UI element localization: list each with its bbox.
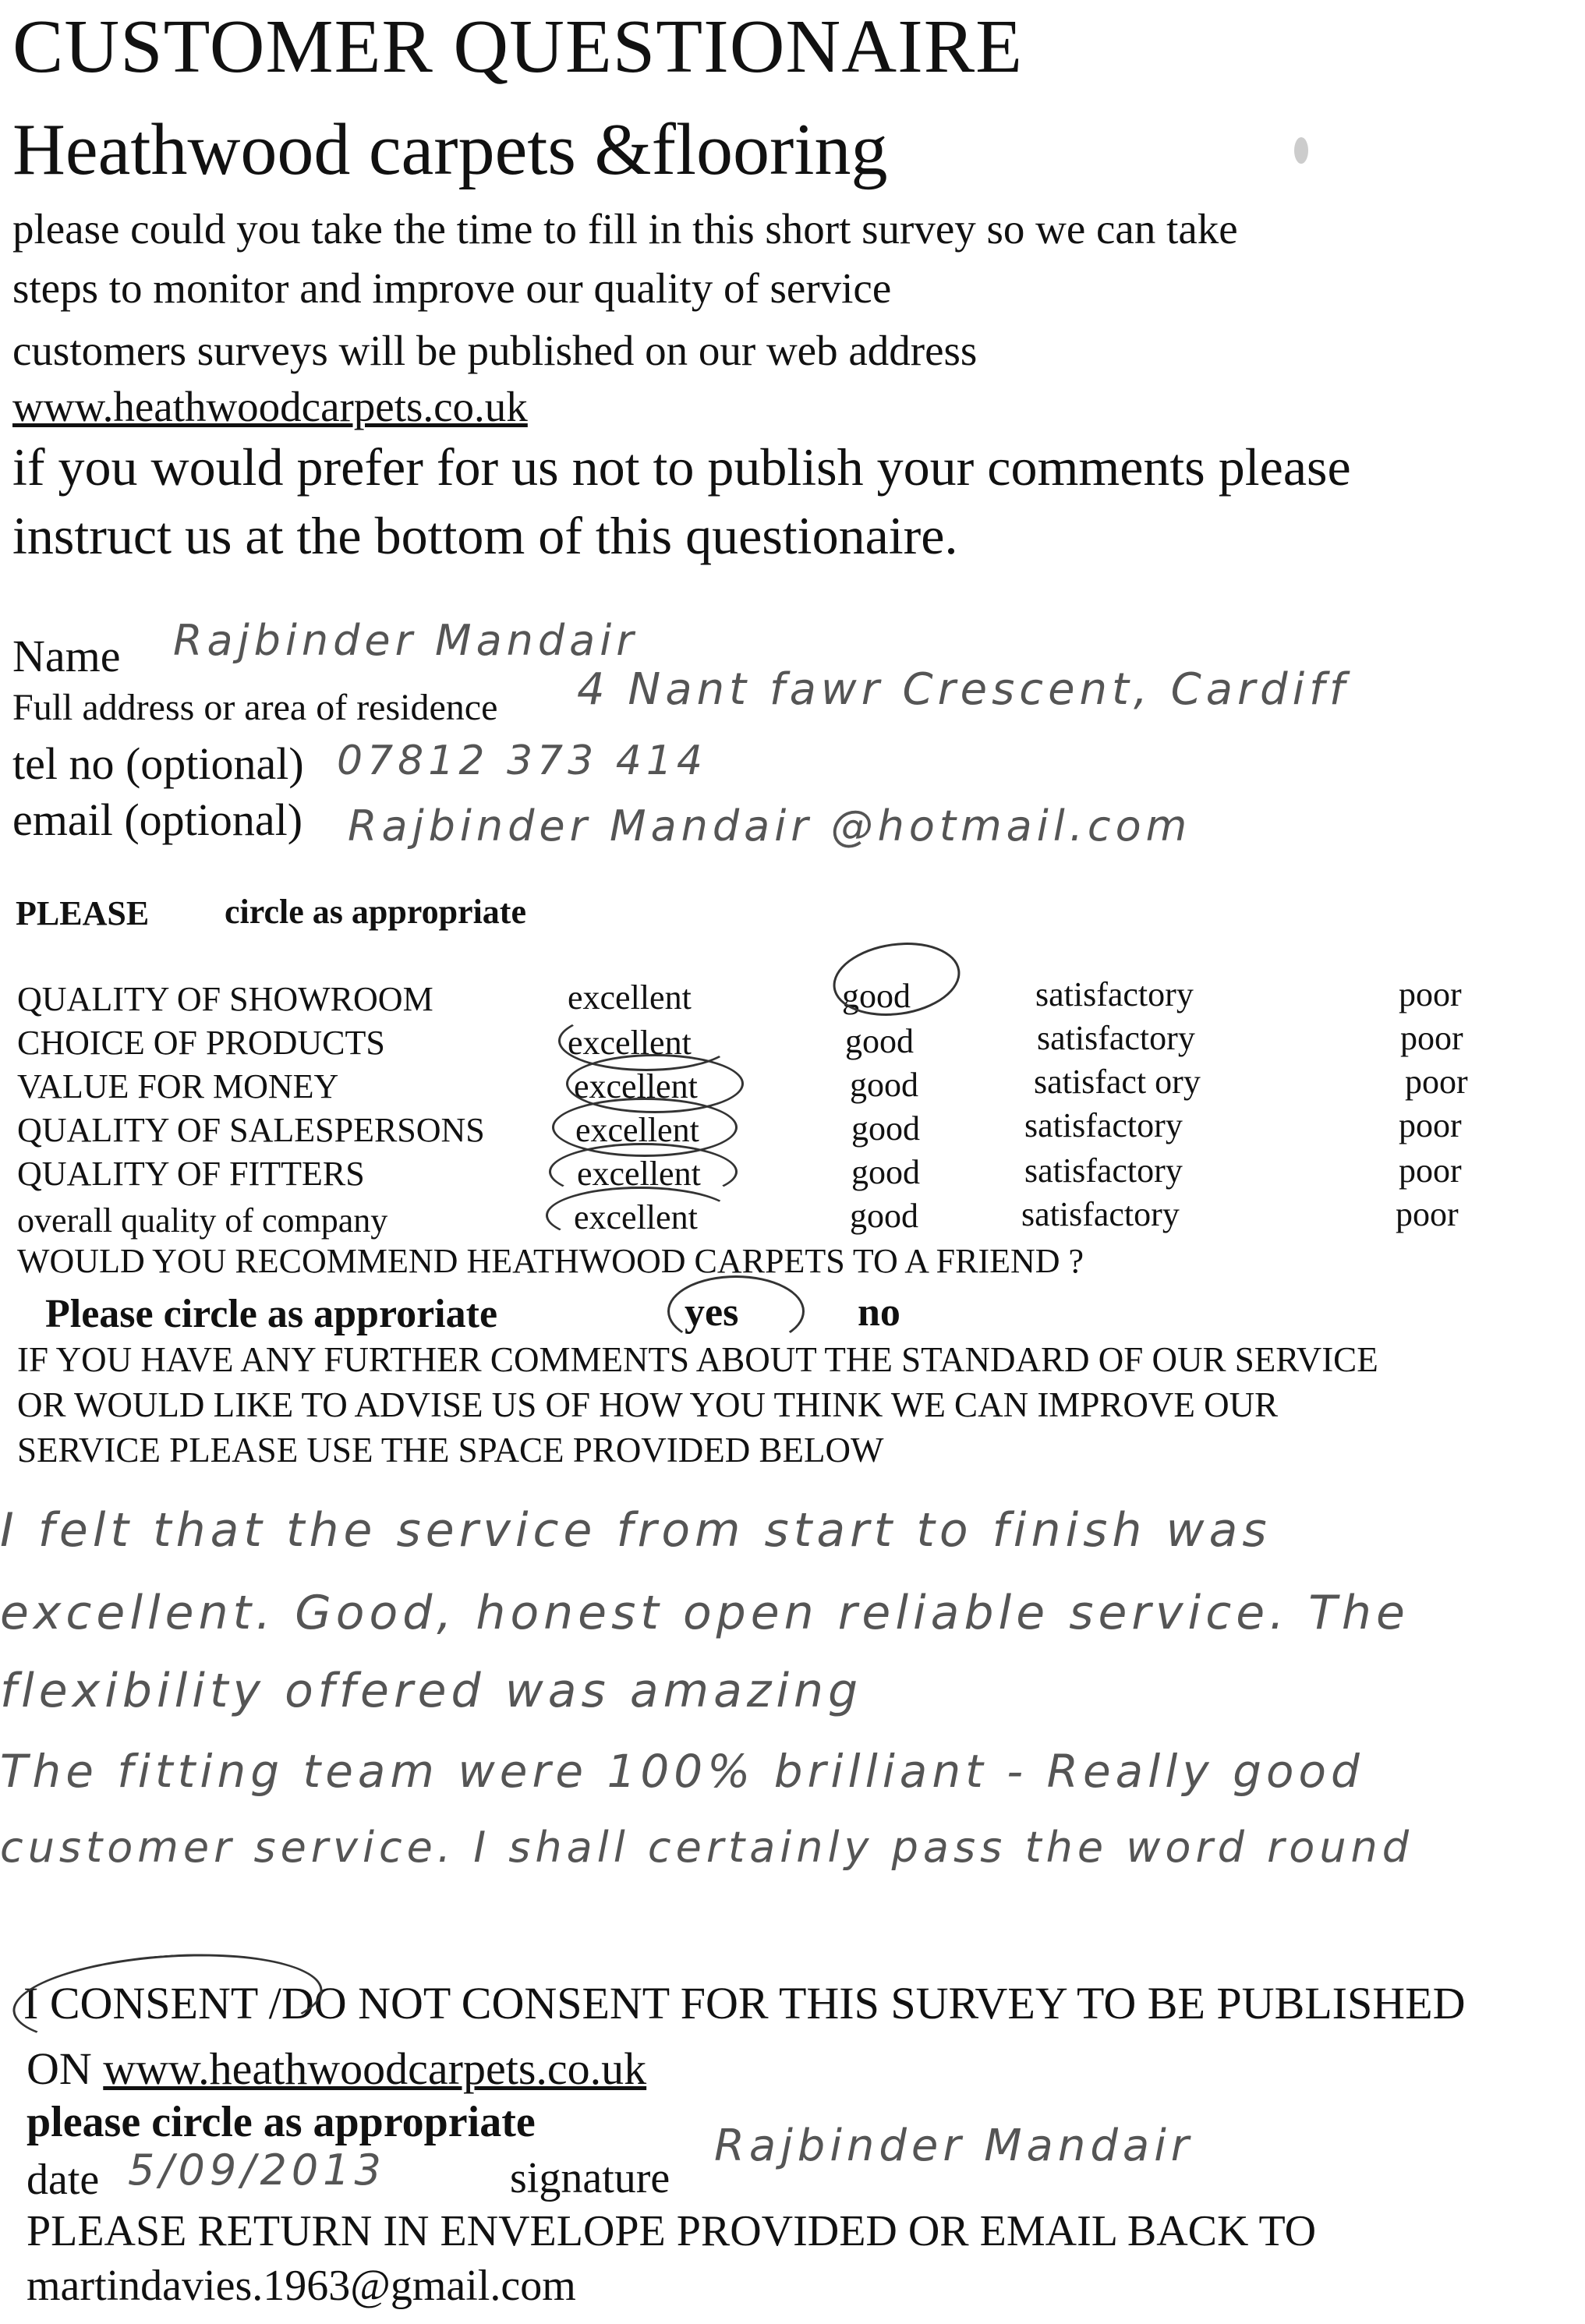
option-poor[interactable]: poor — [1405, 1063, 1468, 1101]
intro-line-3: customers surveys will be published on our web address — [12, 327, 978, 374]
publish-note-line-2: instruct us at the bottom of this questionaire. — [12, 506, 958, 565]
option-poor[interactable]: poor — [1399, 1151, 1462, 1190]
intro-line-1: please could you take the time to fill in this short survey so we can take — [12, 205, 1238, 253]
name-value[interactable]: Rajbinder Mandair — [173, 616, 639, 665]
rating-label: QUALITY OF SHOWROOM — [17, 980, 433, 1018]
rating-label: QUALITY OF SALESPERSONS — [17, 1111, 485, 1149]
handwritten-comment-line-3[interactable]: flexibility offered was amazing — [0, 1664, 863, 1718]
do-not-consent-option[interactable]: DO NOT CONSENT FOR THIS SURVEY TO BE PUBLISHED — [281, 1978, 1466, 2029]
option-good[interactable]: good — [851, 1153, 920, 1191]
rating-label: CHOICE OF PRODUCTS — [17, 1024, 385, 1062]
option-excellent[interactable]: excellent — [577, 1155, 701, 1193]
option-satisfactory[interactable]: satisfact ory — [1034, 1063, 1201, 1101]
selection-circle — [9, 1944, 325, 2056]
option-good[interactable]: good — [850, 1197, 918, 1235]
rating-instruction: circle as appropriate — [225, 893, 526, 931]
option-poor[interactable]: poor — [1399, 975, 1462, 1013]
option-excellent[interactable]: excellent — [574, 1067, 698, 1105]
consent-option[interactable]: I CONSENT — [23, 1978, 258, 2029]
tel-value[interactable]: 07812 373 414 — [337, 738, 707, 784]
tel-label: tel no (optional) — [12, 738, 304, 789]
return-instruction: PLEASE RETURN IN ENVELOPE PROVIDED OR EMAIL BACK TO — [27, 2207, 1317, 2255]
option-satisfactory[interactable]: satisfactory — [1035, 975, 1194, 1013]
consent-separator: / — [257, 1978, 281, 2029]
handwritten-comment-line-2[interactable]: excellent. Good, honest open reliable service. The — [0, 1586, 1410, 1640]
option-satisfactory[interactable]: satisfactory — [1021, 1195, 1180, 1233]
handwritten-comment-line-5[interactable]: customer service. I shall certainly pass the word round — [0, 1823, 1414, 1872]
consent-instruction: please circle as appropriate — [27, 2098, 536, 2146]
recommend-yes-option[interactable]: yes — [685, 1290, 739, 1335]
option-excellent[interactable]: excellent — [568, 1024, 692, 1062]
address-label: Full address or area of residence — [12, 687, 498, 728]
on-label: ON — [27, 2043, 104, 2094]
date-label: date — [27, 2156, 100, 2204]
consent-website-link[interactable]: www.heathwoodcarpets.co.uk — [103, 2043, 647, 2094]
option-poor[interactable]: poor — [1396, 1195, 1459, 1233]
option-satisfactory[interactable]: satisfactory — [1024, 1106, 1183, 1144]
return-email[interactable]: martindavies.1963@gmail.com — [27, 2262, 576, 2310]
recommend-question: WOULD YOU RECOMMEND HEATHWOOD CARPETS TO A FRIEND ? — [17, 1242, 1084, 1280]
option-excellent[interactable]: excellent — [575, 1111, 699, 1149]
recommend-instruction: Please circle as approriate — [45, 1292, 498, 1336]
rating-label: overall quality of company — [17, 1201, 388, 1240]
signature-value[interactable]: Rajbinder Mandair — [714, 2121, 1194, 2171]
company-name: Heathwood carpets &flooring — [12, 109, 888, 190]
option-good[interactable]: good — [850, 1066, 918, 1104]
please-label: PLEASE — [16, 894, 150, 932]
rating-label: QUALITY OF FITTERS — [17, 1155, 365, 1193]
option-good[interactable]: good — [851, 1109, 920, 1148]
option-satisfactory[interactable]: satisfactory — [1024, 1151, 1183, 1190]
smudge-mark — [1294, 137, 1308, 164]
option-satisfactory[interactable]: satisfactory — [1037, 1019, 1195, 1057]
publish-note-line-1: if you would prefer for us not to publish your comments please — [12, 437, 1351, 497]
selection-circle — [667, 1275, 805, 1347]
address-value[interactable]: 4 Nant fawr Crescent, Cardiff — [577, 664, 1350, 715]
option-excellent[interactable]: excellent — [574, 1198, 698, 1236]
email-value[interactable]: Rajbinder Mandair @hotmail.com — [348, 801, 1192, 851]
consent-website-line — [27, 2043, 646, 2095]
selection-circle — [546, 1187, 734, 1244]
signature-label: signature — [510, 2154, 670, 2202]
option-good[interactable]: good — [845, 1022, 914, 1060]
recommend-no-option[interactable]: no — [858, 1290, 900, 1335]
rating-label: VALUE FOR MONEY — [17, 1067, 339, 1105]
option-good[interactable]: good — [842, 977, 911, 1015]
form-title: CUSTOMER QUESTIONAIRE — [12, 5, 1023, 89]
comments-prompt-line-3: SERVICE PLEASE USE THE SPACE PROVIDED BELOW — [17, 1431, 884, 1470]
website-link[interactable]: www.heathwoodcarpets.co.uk — [12, 383, 528, 430]
handwritten-comment-line-1[interactable]: I felt that the service from start to finish was — [0, 1503, 1272, 1558]
date-value[interactable]: 5/09/2013 — [128, 2145, 386, 2195]
option-poor[interactable]: poor — [1399, 1106, 1462, 1144]
handwritten-comment-line-4[interactable]: The fitting team were 100% brilliant - Really good — [0, 1745, 1364, 1798]
comments-prompt-line-1: IF YOU HAVE ANY FURTHER COMMENTS ABOUT THE STANDARD OF OUR SERVICE — [17, 1340, 1378, 1379]
email-label: email (optional) — [12, 794, 303, 845]
name-label: Name — [12, 631, 121, 681]
option-poor[interactable]: poor — [1400, 1019, 1463, 1057]
option-excellent[interactable]: excellent — [568, 978, 692, 1017]
comments-prompt-line-2: OR WOULD LIKE TO ADVISE US OF HOW YOU THINK WE CAN IMPROVE OUR — [17, 1385, 1279, 1424]
intro-line-2: steps to monitor and improve our quality of service — [12, 264, 892, 312]
